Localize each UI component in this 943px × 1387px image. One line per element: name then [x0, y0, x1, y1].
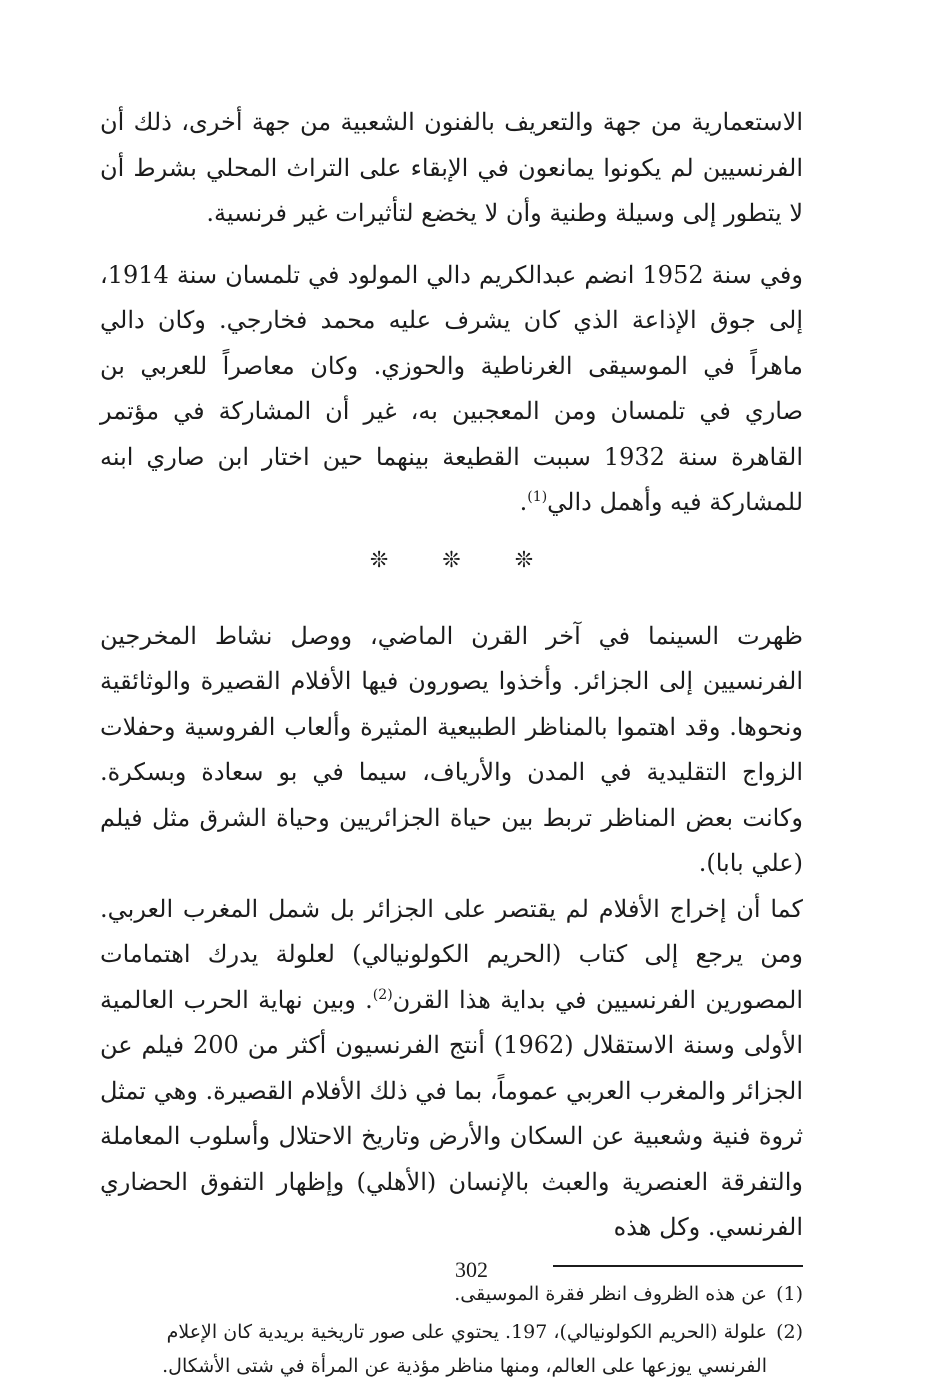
section-separator [100, 546, 803, 576]
paragraph-4-line-2: يرجع إلى كتاب (الحريم الكولونيالي) لعلولة يدرك اهتمامات المصورين [100, 940, 803, 1014]
star-ornament-icon: ❊ [514, 547, 534, 573]
paragraph-2-line-2: 1914، إلى جوق الإذاعة الذي كان يشرف عليه محمد فخارجي. وكان دالي [100, 260, 803, 334]
footnote-2-number: (2) [776, 1320, 803, 1343]
paragraph-4-line-3-start: الفرنسيين في بداية هذا القرن [392, 985, 697, 1014]
paragraph-3-line-1: ظهرت السينما في آخر القرن الماضي، ووصل نشاط المخرجين [100, 621, 803, 650]
paragraph-3-line-5: بعض المناظر تربط بين حياة الجزائريين وحياة الشرق مثل فيلم (علي بابا). [100, 803, 803, 877]
paragraph-2-tail: . [519, 488, 528, 516]
paragraph-2 [100, 253, 803, 526]
paragraph-1 [100, 100, 803, 237]
paragraph-3 [100, 614, 803, 887]
footnote-ref-1: (1) [527, 489, 548, 505]
paragraph-2-line-5: سببت القطيعة بينهما حين اختار ابن صاري ابنه للمشاركة فيه وأهمل دالي [100, 442, 803, 516]
paragraph-4-line-3-end: . وبين نهاية الحرب العالمية الأولى وسنة [100, 985, 803, 1059]
paragraph-2-line-4: تلمسان ومن المعجبين به، غير أن المشاركة في مؤتمر القاهرة سنة 1932 [100, 397, 803, 471]
footnote-ref-2: (2) [372, 986, 393, 1003]
paragraph-3-line-4: الزواج التقليدية في المدن والأرياف، سيما في بو سعادة وبسكرة. وكانت [100, 758, 803, 832]
paragraph-3-line-3: ونحوها. وقد اهتموا بالمناظر الطبيعية المثيرة وألعاب الفروسية وحفلات [100, 712, 803, 741]
paragraph-4 [100, 887, 803, 1251]
star-ornament-icon: ❊ [442, 547, 461, 573]
footnotes [100, 1277, 803, 1383]
footnote-1-number: (1) [776, 1282, 803, 1305]
paragraph-1-line-3: يتطور إلى وسيلة وطنية وأن لا يخضع لتأثيرات غير فرنسية. [206, 199, 782, 227]
footnote-2-text: علولة (الحريم الكولونيالي)، 197. يحتوي على صور تاريخية بريدية كان الإعلام الفرنسي يوزعها على العالم، ومنها مناظر مؤذية عن المرأة في شتى الأشكال. [162, 1320, 767, 1377]
footnote-1-text: عن هذه الظروف انظر فقرة الموسيقى. [454, 1282, 767, 1305]
paragraph-4-line-1: كما أن إخراج الأفلام لم يقتصر على الجزائر بل شمل المغرب العربي. ومن [100, 894, 803, 968]
paragraph-2-line-1: وفي سنة 1952 انضم عبدالكريم دالي المولود في تلمسان سنة [176, 260, 803, 289]
paragraph-2-line-3: ماهراً في الموسيقى الغرناطية والحوزي. وكان معاصراً للعربي بن صاري في [100, 351, 803, 425]
paragraph-4-line-5: العربي عموماً، بما في ذلك الأفلام القصيرة. وهي تمثل ثروة فنية وشعبية عن [100, 1076, 804, 1150]
star-ornament-icon: ❊ [369, 547, 389, 573]
paragraph-4-line-7: والعبث بالإنسان (الأهلي) وإظهار التفوق الحضاري الفرنسي. وكل هذه [100, 1167, 803, 1241]
paragraph-1-line-2: الفرنسيين لم يكونوا يمانعون في الإبقاء على التراث المحلي بشرط أن لا [100, 153, 803, 227]
paragraph-1-line-1: الاستعمارية من جهة والتعريف بالفنون الشعبية من جهة أخرى، ذلك أن [100, 108, 803, 136]
paragraph-4-line-4: الاستقلال (1962) أنتج الفرنسيون أكثر من 200 فيلم عن الجزائر والمغرب [100, 1031, 803, 1105]
footnote-2 [100, 1315, 803, 1383]
paragraph-3-line-2: الفرنسيين إلى الجزائر. وأخذوا يصورون فيها الأفلام القصيرة والوثائقية [100, 667, 803, 695]
paragraph-4-line-6: السكان والأرض وتاريخ الاحتلال وأسلوب المعاملة والتفرقة العنصرية [100, 1122, 803, 1196]
page-body [100, 100, 803, 1387]
page-number: 302 [455, 1257, 488, 1282]
